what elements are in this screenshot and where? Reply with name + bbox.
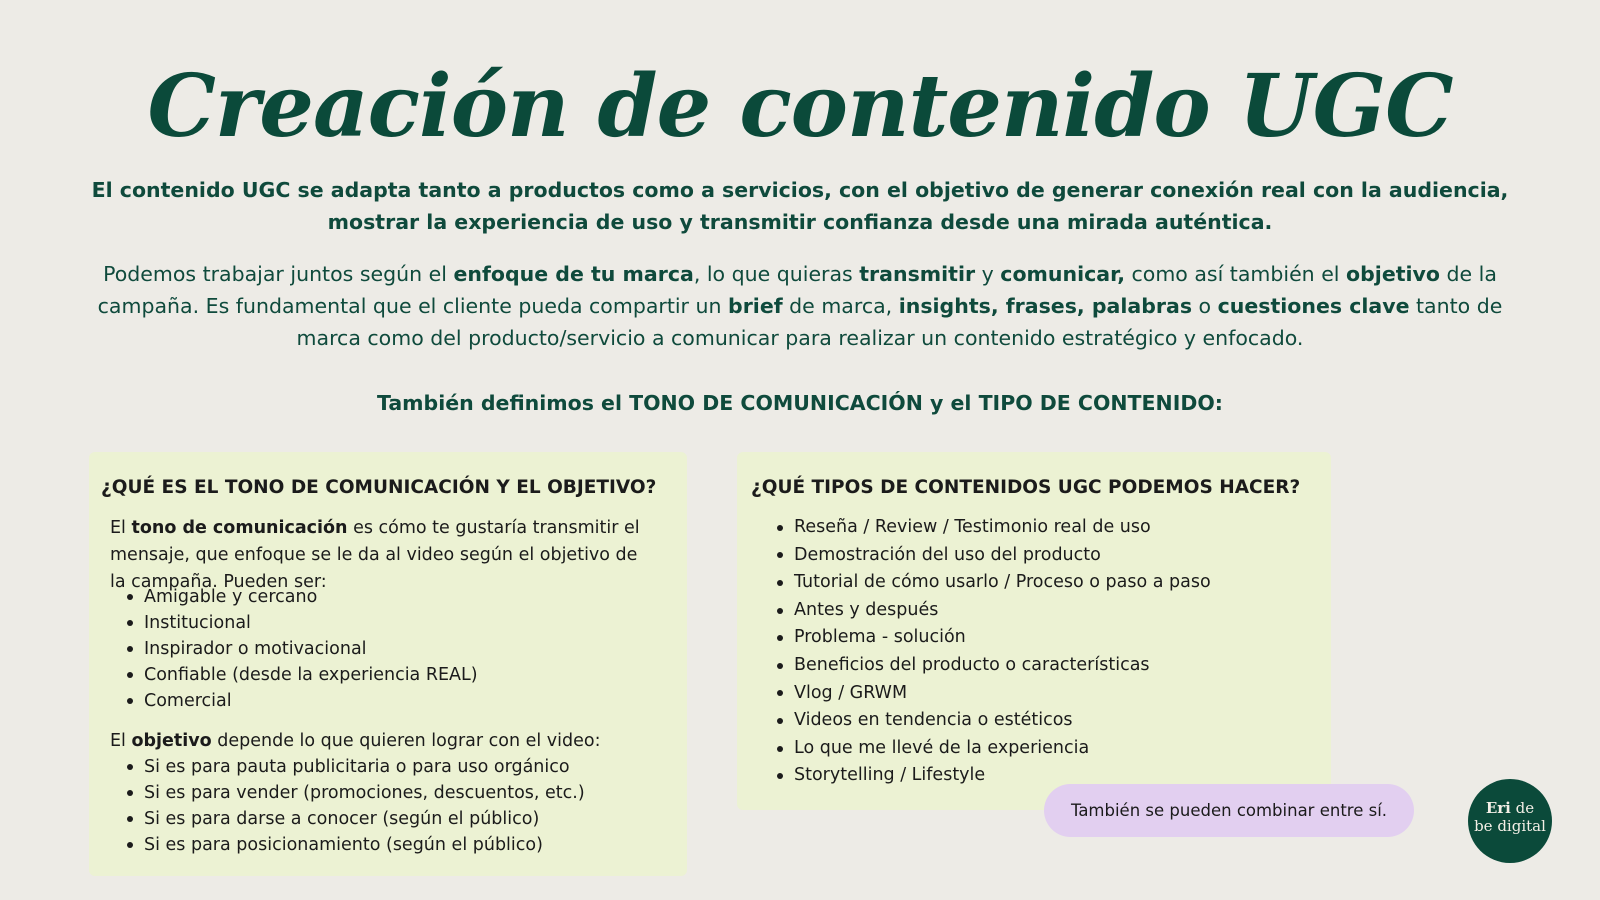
list-item: Institucional (124, 610, 478, 636)
objective-description (110, 728, 601, 755)
tone-text: El (110, 518, 132, 538)
list-item: Confiable (desde la experiencia REAL) (124, 662, 478, 688)
list-item: Vlog / GRWM (774, 680, 1211, 708)
intro-paragraph (70, 258, 1530, 354)
intro-text: de la campaña. Es fundamental que el cliente pueda compartir un (97, 262, 1497, 318)
intro-text: y (975, 262, 1001, 286)
types-card-title: ¿QUÉ TIPOS DE CONTENIDOS UGC PODEMOS HACER? (751, 477, 1301, 498)
intro-bold: enfoque de tu marca (453, 262, 694, 286)
tone-text: es cómo te gustaría transmitir el mensaje, que enfoque se le da al video según el objetivo de la campaña. Pueden ser: (110, 518, 640, 592)
list-item: Si es para pauta publicitaria o para uso orgánico (124, 754, 585, 780)
lead-line-2: mostrar la experiencia de uso y transmitir confianza desde una mirada auténtica. (327, 210, 1273, 234)
list-item: Storytelling / Lifestyle (774, 762, 1211, 790)
list-item: Inspirador o motivacional (124, 636, 478, 662)
intro-bold: comunicar, (1000, 262, 1125, 286)
list-item: Demostración del uso del producto (774, 542, 1211, 570)
logo-line-1 (1468, 799, 1552, 817)
list-item: Si es para posicionamiento (según el público) (124, 832, 585, 858)
intro-text: de marca, (782, 294, 899, 318)
intro-bold: transmitir (859, 262, 976, 286)
section-subheading: También definimos el TONO DE COMUNICACIÓN y el TIPO DE CONTENIDO: (377, 391, 1223, 415)
objective-bold: objetivo (131, 731, 212, 751)
list-item: Tutorial de cómo usarlo / Proceso o paso a paso (774, 569, 1211, 597)
logo-line-2: be digital (1474, 817, 1546, 835)
objective-text: depende lo que quieren lograr con el video: (211, 731, 601, 751)
content-types-list (774, 514, 1211, 790)
list-item: Si es para vender (promociones, descuentos, etc.) (124, 780, 585, 806)
tone-objective-card (89, 452, 687, 876)
logo-text: de (1510, 799, 1535, 817)
tone-card-title: ¿QUÉ ES EL TONO DE COMUNICACIÓN Y EL OBJETIVO? (101, 477, 657, 498)
list-item: Amigable y cercano (124, 584, 478, 610)
combine-note-badge: También se pueden combinar entre sí. (1044, 784, 1414, 837)
list-item: Reseña / Review / Testimonio real de uso (774, 514, 1211, 542)
brand-logo (1468, 779, 1552, 863)
intro-bold: objetivo (1346, 262, 1440, 286)
page-title: Creación de contenido UGC (147, 56, 1453, 157)
intro-bold: insights, frases, palabras (898, 294, 1193, 318)
logo-bold: Eri (1485, 799, 1511, 817)
tone-list (124, 584, 478, 714)
intro-text: como así también el (1124, 262, 1347, 286)
lead-line-1: El contenido UGC se adapta tanto a productos como a servicios, con el objetivo de generar conexión real con la audiencia, (91, 178, 1509, 202)
intro-text: o (1192, 294, 1218, 318)
lead-paragraph (60, 174, 1540, 238)
list-item: Videos en tendencia o estéticos (774, 707, 1211, 735)
objective-text: El (110, 731, 132, 751)
list-item: Beneficios del producto o características (774, 652, 1211, 680)
intro-text: , lo que quieras (693, 262, 860, 286)
tone-bold: tono de comunicación (131, 518, 348, 538)
intro-bold: cuestiones clave (1217, 294, 1410, 318)
list-item: Lo que me llevé de la experiencia (774, 735, 1211, 763)
list-item: Comercial (124, 688, 478, 714)
intro-bold: brief (728, 294, 783, 318)
intro-text: Podemos trabajar juntos según el (103, 262, 454, 286)
objective-list (124, 754, 585, 858)
intro-text: tanto de marca como del producto/servicio a comunicar para realizar un contenido estratégico y enfocado. (296, 294, 1503, 350)
list-item: Antes y después (774, 597, 1211, 625)
list-item: Problema - solución (774, 624, 1211, 652)
content-types-card (737, 452, 1331, 810)
list-item: Si es para darse a conocer (según el público) (124, 806, 585, 832)
